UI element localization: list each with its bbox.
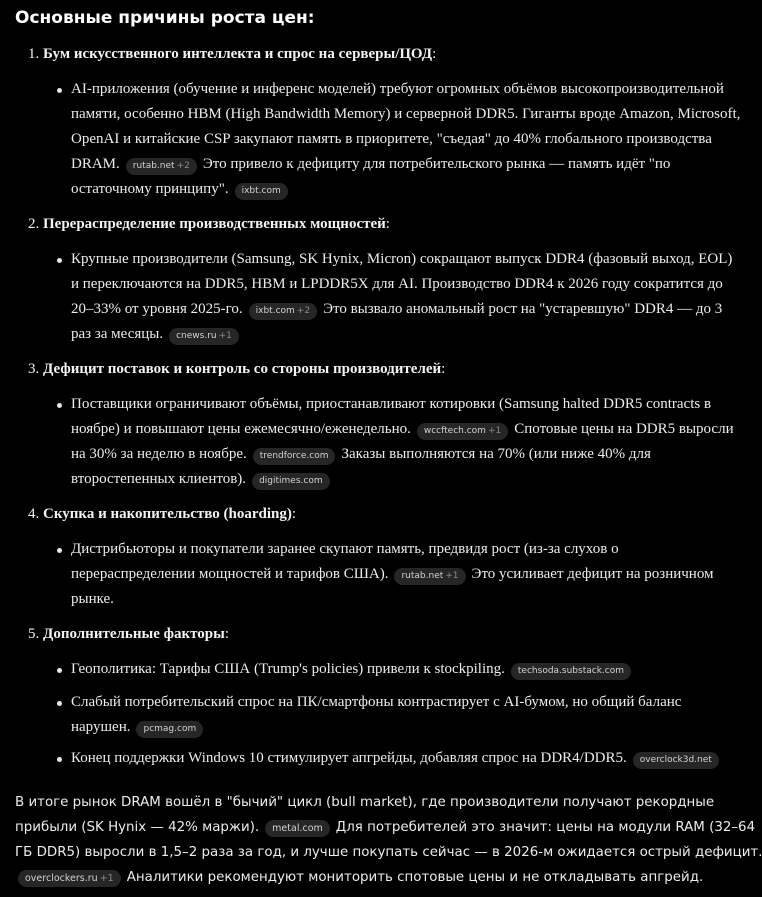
bullet-line: нарушен. pcmag.com — [71, 715, 701, 740]
summary-line: overclockers.ru +1 Аналитики рекомендуют мониторить спотовые цены и не откладывать апгрейд. — [15, 865, 705, 890]
section-title: Дефицит поставок и контроль со стороны производителей — [43, 361, 442, 377]
source-chip[interactable]: wccftech.com +1 — [417, 423, 508, 440]
source-chip[interactable]: pcmag.com — [136, 721, 203, 738]
section-3-heading: 3. Дефицит поставок и контроль со стороны производителей: — [28, 361, 446, 377]
bullet-dot — [57, 548, 62, 553]
source-chip[interactable]: cnews.ru +1 — [169, 328, 239, 345]
bullet-dot — [57, 668, 62, 673]
bullet-line: остаточному принципу". ixbt.com — [71, 177, 701, 202]
summary-line: В итоге рынок DRAM вошёл в "бычий" цикл (bull market), где производители получают рекордные — [15, 795, 715, 810]
bullet-line: Крупные производители (Samsung, SK Hynix, Micron) сокращают выпуск DDR4 (фазовый выход, EOL) — [71, 251, 733, 267]
bullet-line: памяти, особенно HBM (High Bandwidth Memory) и серверной DDR5. Гиганты вроде Amazon, Microsoft, — [71, 106, 741, 122]
source-chip[interactable]: rutab.net +1 — [394, 568, 465, 585]
source-chip[interactable]: techsoda.substack.com — [511, 663, 631, 680]
source-chip[interactable]: overclockers.ru +1 — [18, 870, 121, 887]
bullet-line: AI-приложения (обучение и инференс моделей) требуют огромных объёмов высокопроизводительной — [71, 81, 724, 97]
bullet-line: рынке. — [71, 591, 114, 607]
source-chip[interactable]: ixbt.com — [235, 183, 288, 200]
section-2-heading: 2. Перераспределение производственных мощностей: — [28, 216, 390, 232]
section-title: Дополнительные факторы — [43, 626, 225, 642]
bullet-line: DRAM. rutab.net +2 Это привело к дефициту для потребительского рынка — память идёт "по — [71, 152, 701, 177]
source-chip[interactable]: rutab.net +2 — [126, 158, 197, 175]
source-chip[interactable]: overclock3d.net — [633, 752, 719, 769]
bullet-line: Геополитика: Тарифы США (Trump's policies) привели к stockpiling. techsoda.substack.com — [71, 657, 701, 682]
bullet-dot — [57, 258, 62, 263]
bullet-line: перераспределении мощностей и тарифов США). rutab.net +1 Это усиливает дефицит на розничном — [71, 562, 701, 587]
source-chip[interactable]: metal.com — [265, 820, 330, 837]
section-1-heading: 1. Бум искусственного интеллекта и спрос на серверы/ЦОД: — [28, 46, 437, 62]
bullet-line: 20–33% от уровня 2025-го. ixbt.com +2 Это вызвало аномальный рост на "устаревшую" DDR4 — до 3 — [71, 297, 701, 322]
section-5-heading: 5. Дополнительные факторы: — [28, 626, 230, 642]
bullet-line: Слабый потребительский спрос на ПК/смартфоны контрастирует с AI-бумом, но общий баланс — [71, 694, 682, 710]
bullet-line: на 30% за неделю в ноябре. trendforce.com Заказы выполняются на 70% (или ниже 40% для — [71, 442, 701, 467]
bullet-line: Поставщики ограничивают объёмы, приостанавливают котировки (Samsung halted DDR5 contracts в — [71, 396, 712, 412]
bullet-dot — [57, 757, 62, 762]
summary-paragraph — [15, 790, 762, 890]
bullet-line: Дистрибьюторы и покупатели заранее скупают память, предвидя рост (из-за слухов о — [71, 541, 619, 557]
response-heading: Основные причины роста цен: — [15, 8, 315, 28]
source-chip[interactable]: digitimes.com — [252, 473, 330, 490]
bullet-dot — [57, 403, 62, 408]
section-title: Скупка и накопительство (hoarding) — [43, 506, 292, 522]
bullet-line: второстепенных клиентов). digitimes.com — [71, 467, 701, 492]
bullet-dot — [57, 701, 62, 706]
section-title: Перераспределение производственных мощностей — [43, 216, 386, 232]
bullet-line: и переключаются на DDR5, HBM и LPDDR5X для AI. Производство DDR4 к 2026 году сократится до — [71, 276, 723, 292]
source-chip[interactable]: trendforce.com — [253, 448, 336, 465]
summary-line: прибыли (SK Hynix — 42% маржи). metal.com Для потребителей это значит: цены на модули RAM (32–64 — [15, 820, 756, 835]
bullet-line: OpenAI и китайские CSP закупают память в приоритете, "съедая" до 40% глобального производства — [71, 131, 712, 147]
bullet-line: Конец поддержки Windows 10 стимулирует апгрейды, добавляя спрос на DDR4/DDR5. overclock3d.net — [71, 746, 701, 771]
bullet-line: раз за месяцы. cnews.ru +1 — [71, 322, 701, 347]
section-4-heading: 4. Скупка и накопительство (hoarding): — [28, 506, 296, 522]
bullet-line: ноябре) и повышают цены ежемесячно/еженедельно. wccftech.com +1 Спотовые цены на DDR5 выросли — [71, 417, 701, 442]
source-chip[interactable]: ixbt.com +2 — [249, 303, 317, 320]
bullet-dot — [57, 88, 62, 93]
summary-line: ГБ DDR5) выросли в 1,5–2 раза за год, и лучше покупать сейчас — в 2026-м ожидается острый дефицит. — [15, 845, 762, 860]
section-title: Бум искусственного интеллекта и спрос на серверы/ЦОД — [43, 46, 433, 62]
